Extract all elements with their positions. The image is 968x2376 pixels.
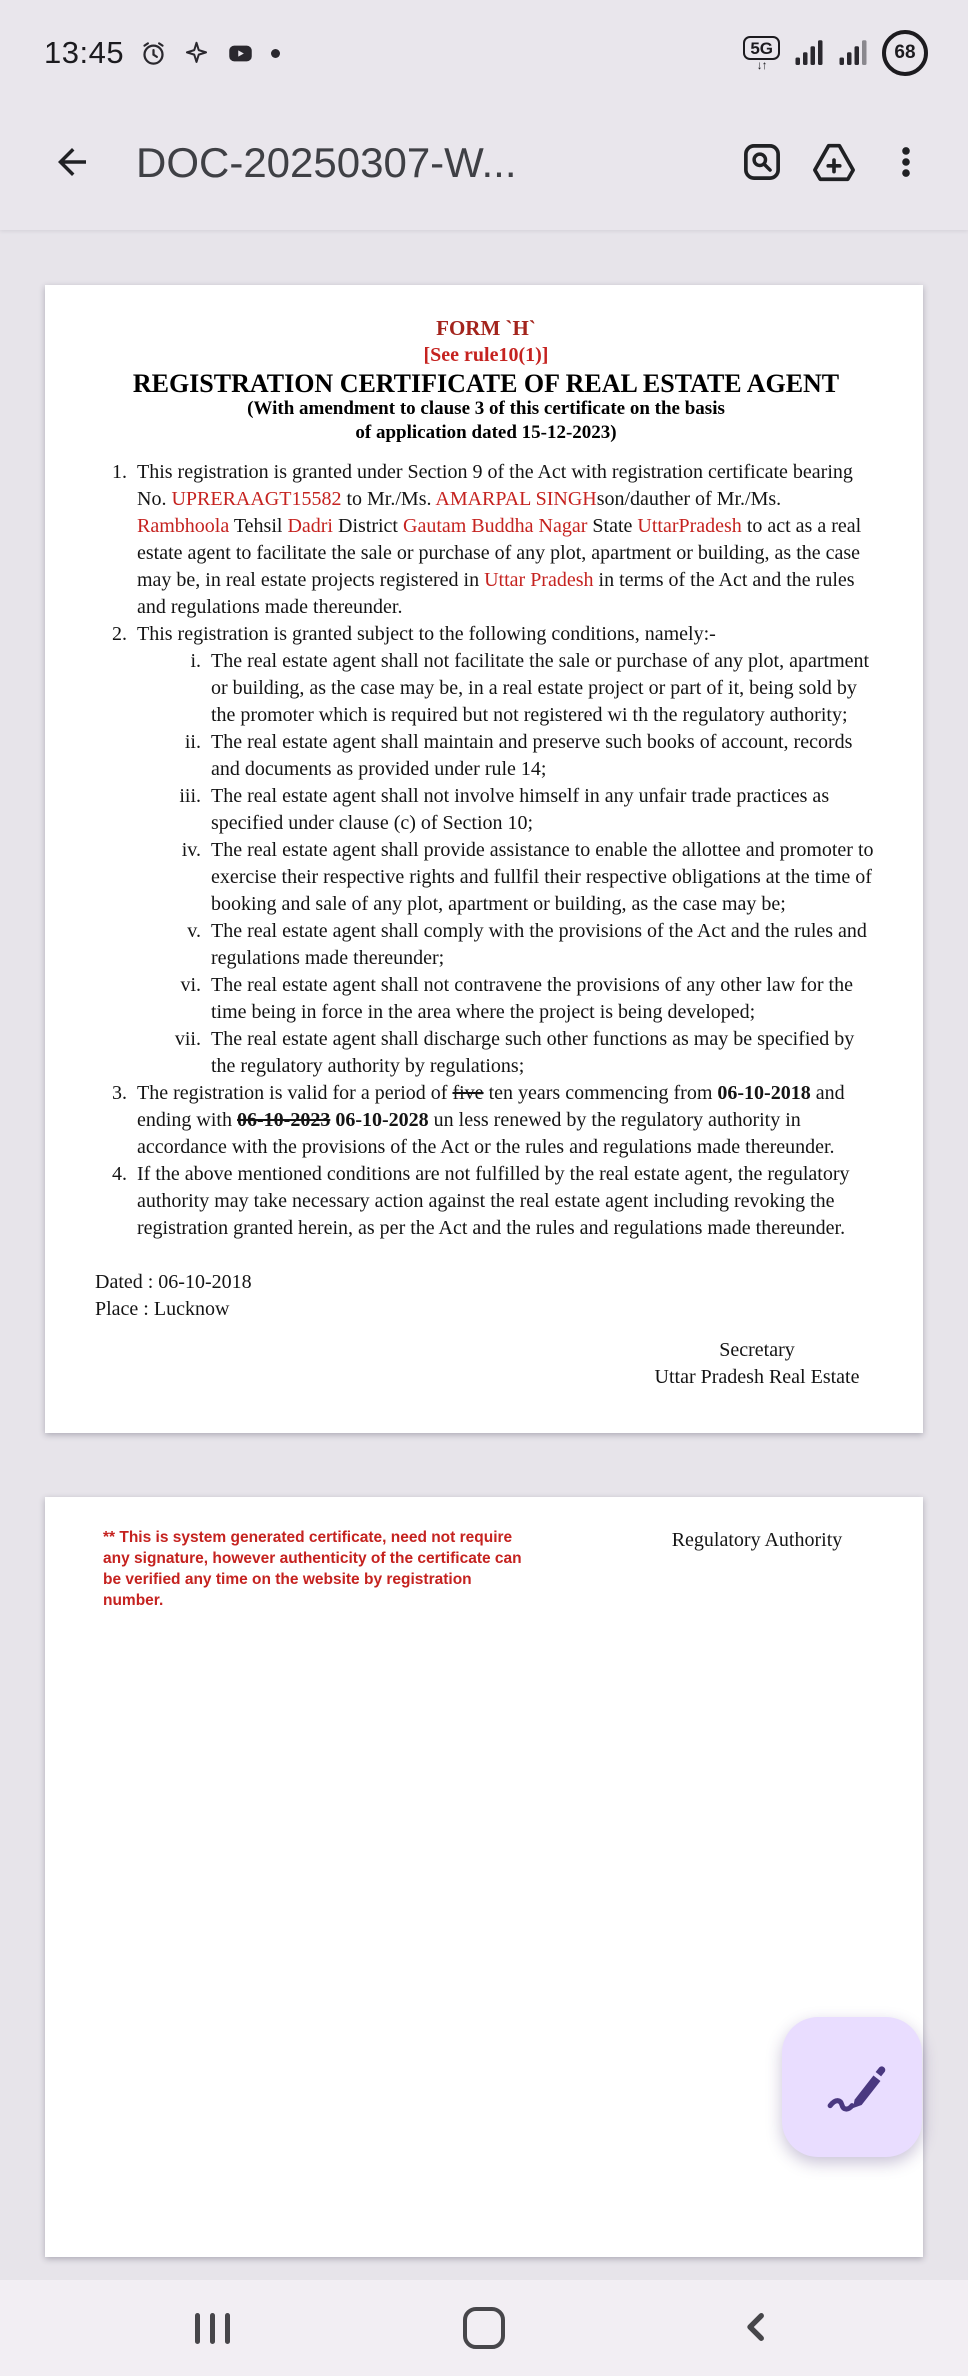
signature-pen-icon bbox=[817, 2051, 887, 2124]
youtube-icon bbox=[226, 40, 255, 67]
signatory-organisation: Uttar Pradesh Real Estate bbox=[654, 1366, 860, 1388]
navigation-bar bbox=[0, 2280, 968, 2376]
dated-line: Dated : 06-10-2018 bbox=[95, 1271, 252, 1293]
amendment-note-line1: (With amendment to clause 3 of this certificate on the basis bbox=[247, 398, 725, 419]
home-button[interactable] bbox=[448, 2292, 520, 2364]
signal-bars-icon-sim2 bbox=[838, 38, 868, 68]
clock: 13:45 bbox=[44, 35, 125, 70]
alarm-icon bbox=[140, 40, 167, 67]
signal-bars-icon-sim1 bbox=[794, 38, 824, 68]
back-chevron-icon bbox=[738, 2309, 774, 2348]
app-bar bbox=[0, 100, 968, 226]
amendment-note-line2: of application dated 15-12-2023) bbox=[355, 422, 617, 443]
top-chrome bbox=[0, 0, 968, 230]
overflow-menu-button[interactable] bbox=[870, 127, 942, 199]
condition-subitem: iii. The real estate agent shall not involve himself in any unfair trade practices as specified under clause (c) of Section 10; bbox=[179, 785, 830, 834]
condition-item: 3. The registration is valid for a period of five ten years commencing from 06-10-2018 and ending with 06-10-2023 06-10-2028 un less renewed by the regulatory authority in accordance with the provisions of the Act or the rules and regulations made thereunder. bbox=[112, 1082, 845, 1158]
three-dot-menu-icon bbox=[887, 143, 925, 184]
battery-indicator: 68 bbox=[882, 30, 928, 76]
notification-dot bbox=[271, 49, 280, 58]
data-arrows-icon: ↓↑ bbox=[756, 57, 767, 72]
condition-subitem: vi. The real estate agent shall not contravene the provisions of any other law for the time being in force in the area where the project is being developed; bbox=[180, 974, 853, 1023]
condition-subitem: iv. The real estate agent shall provide assistance to enable the allottee and promoter to exercise their respective rights and fullfil their respective obligations at the time of booking and sale of any plot, apartment or building, as the case may be; bbox=[181, 839, 874, 915]
rule-reference: [See rule10(1)] bbox=[423, 344, 549, 366]
place-line: Place : Lucknow bbox=[95, 1298, 230, 1320]
certificate-footer bbox=[95, 1269, 877, 1391]
signature-continuation: Regulatory Authority bbox=[671, 1529, 843, 1551]
home-icon bbox=[463, 2307, 505, 2349]
condition-subitem: vii. The real estate agent shall discharge such other functions as may be specified by the regulatory authority by regulations; bbox=[174, 1028, 855, 1077]
document-title: DOC-20250307-W... bbox=[136, 139, 517, 186]
sign-edit-fab[interactable] bbox=[782, 2017, 922, 2157]
certificate-header bbox=[95, 315, 877, 445]
add-to-drive-button[interactable] bbox=[798, 127, 870, 199]
back-button[interactable] bbox=[36, 127, 108, 199]
conditions-list bbox=[95, 459, 877, 1242]
signatory-title: Secretary bbox=[719, 1339, 795, 1361]
network-5g-badge bbox=[743, 36, 780, 71]
back-arrow-icon bbox=[51, 141, 93, 186]
condition-subitem: i. The real estate agent shall not facilitate the sale or purchase of any plot, apartment or building, as the case may be, in a real estate project or part of it, being sold by the promoter which is required but not registered wi th the regulatory authority; bbox=[190, 650, 870, 726]
back-nav-button[interactable] bbox=[720, 2292, 792, 2364]
recent-apps-button[interactable] bbox=[176, 2292, 248, 2364]
condition-item: 1. This registration is granted under Section 9 of the Act with registration certificate bearing No. UPRERAAGT15582 to Mr./Ms. AMARPAL SINGHson/dauther of Mr./Ms. Rambhoola Tehsil Dadri District Gautam Buddha Nagar State UttarPradesh to act as a real estate agent to facilitate the sale or purchase of any plot, apartment or building, as the case may be, in real estate projects registered in Uttar Pradesh in terms of the Act and the rules and regulations made thereunder. bbox=[112, 461, 862, 618]
system-generated-notice: ** This is system generated certificate, need not require any signature, however authenticity of the certificate can be verified any time on the website by registration number. bbox=[103, 1529, 522, 1609]
app-notification-icon bbox=[183, 40, 210, 67]
form-heading: FORM `H` bbox=[436, 316, 536, 340]
network-type-label: 5G bbox=[743, 36, 780, 60]
find-in-document-icon bbox=[740, 140, 784, 187]
condition-subitem: v. The real estate agent shall comply with the provisions of the Act and the rules and regulations made thereunder; bbox=[187, 920, 867, 969]
condition-item: 4. If the above mentioned conditions are not fulfilled by the real estate agent, the regulatory authority may take necessary action against the real estate agent including revoking the registration granted herein, as per the Act and the rules and regulations made thereunder. bbox=[112, 1163, 850, 1239]
signature-block bbox=[637, 1337, 877, 1391]
drive-add-icon bbox=[811, 139, 857, 188]
recent-apps-icon bbox=[195, 2313, 230, 2344]
document-viewer[interactable] bbox=[0, 230, 968, 2280]
status-bar bbox=[0, 0, 968, 100]
certificate-title: REGISTRATION CERTIFICATE OF REAL ESTATE AGENT bbox=[132, 369, 840, 398]
condition-item: 2. This registration is granted subject to the following conditions, namely:- bbox=[112, 623, 716, 645]
condition-subitem: ii. The real estate agent shall maintain and preserve such books of account, records and documents as provided under rule 14; bbox=[184, 731, 853, 780]
document-page-1 bbox=[45, 285, 923, 1433]
find-in-document-button[interactable] bbox=[726, 127, 798, 199]
